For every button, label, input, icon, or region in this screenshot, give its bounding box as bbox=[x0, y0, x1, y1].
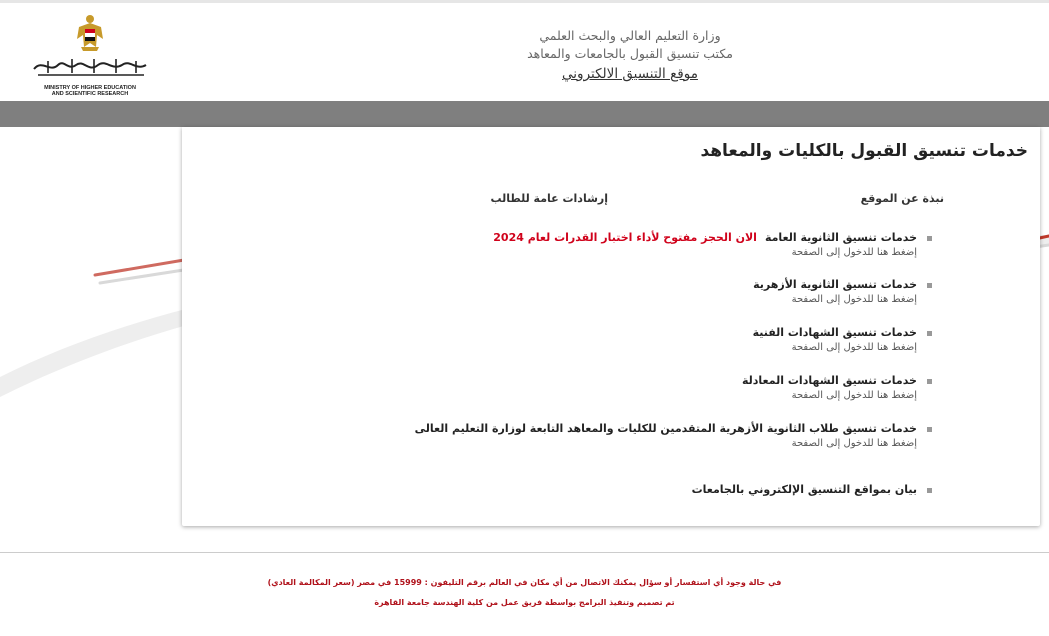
site-home-link[interactable]: موقع التنسيق الالكتروني bbox=[562, 66, 698, 82]
card-title: خدمات تنسيق القبول بالكليات والمعاهد bbox=[700, 141, 1028, 161]
site-header bbox=[0, 3, 1049, 101]
enter-page-link[interactable]: إضغط هنا للدخول إلى الصفحة bbox=[791, 438, 917, 449]
logo-caption-line2: AND SCIENTIFIC RESEARCH bbox=[51, 91, 129, 97]
bullet-icon bbox=[927, 331, 932, 336]
header-titles bbox=[480, 27, 780, 85]
enter-page-link[interactable]: إضغط هنا للدخول إلى الصفحة bbox=[791, 294, 917, 305]
azhar-secondary-link[interactable]: خدمات تنسيق الثانوية الأزهرية bbox=[753, 278, 917, 291]
footer-contact-text: في حالة وجود أي استفسار أو سؤال يمكنك الاتصال من أي مكان في العالم برقم التليفون : 15999 في مصر (سعر المكالمة العادي) bbox=[267, 578, 782, 587]
bullet-icon bbox=[927, 379, 932, 384]
tab-student-guidelines[interactable]: إرشادات عامة للطالب bbox=[490, 192, 608, 205]
ministry-name: وزارة التعليم العالي والبحث العلمي bbox=[539, 28, 721, 43]
general-secondary-link[interactable]: خدمات تنسيق الثانوية العامة bbox=[764, 231, 917, 244]
office-name: مكتب تنسيق القبول بالجامعات والمعاهد bbox=[527, 46, 733, 61]
site-footer bbox=[0, 573, 1049, 613]
enter-page-link[interactable]: إضغط هنا للدخول إلى الصفحة bbox=[791, 342, 917, 353]
eagle-emblem-icon bbox=[28, 11, 152, 83]
registration-announcement[interactable]: الان الحجز مفتوح لأداء اختبار القدرات لعام 2024 bbox=[493, 231, 757, 244]
equivalent-certificates-link[interactable]: خدمات تنسيق الشهادات المعادلة bbox=[741, 374, 917, 387]
bullet-icon bbox=[927, 488, 932, 493]
nav-bar bbox=[0, 101, 1049, 127]
enter-page-link[interactable]: إضغط هنا للدخول إلى الصفحة bbox=[791, 390, 917, 401]
services-card bbox=[182, 127, 1040, 526]
list-item-general-secondary bbox=[332, 231, 932, 258]
university-sites-link[interactable]: بيان بمواقع التنسيق الإلكتروني بالجامعات bbox=[691, 483, 917, 496]
tab-about-site[interactable]: نبذة عن الموقع bbox=[860, 192, 944, 205]
enter-page-link[interactable]: إضغط هنا للدخول إلى الصفحة bbox=[791, 247, 917, 258]
list-item-azhar-applicants bbox=[332, 422, 932, 449]
bullet-icon bbox=[927, 427, 932, 432]
list-item-equivalent-certificates bbox=[332, 374, 932, 401]
list-item-azhar-secondary bbox=[332, 278, 932, 305]
logo-caption-line1: MINISTRY OF HIGHER EDUCATION bbox=[44, 85, 136, 91]
logo-caption bbox=[28, 85, 152, 97]
list-item-technical-certificates bbox=[332, 326, 932, 353]
technical-certificates-link[interactable]: خدمات تنسيق الشهادات الفنية bbox=[752, 326, 917, 339]
footer-credits-text: تم تصميم وتنفيذ البرامج بواسطة فريق عمل من كلية الهندسة جامعة القاهرة bbox=[374, 598, 675, 607]
list-item-university-sites bbox=[332, 483, 932, 496]
bullet-icon bbox=[927, 236, 932, 241]
azhar-applicants-link[interactable]: خدمات تنسيق طلاب الثانوية الأزهرية المتقدمين للكليات والمعاهد التابعة لوزارة التعليم العالى bbox=[414, 422, 917, 435]
footer-divider bbox=[0, 552, 1049, 553]
bullet-icon bbox=[927, 283, 932, 288]
ministry-logo[interactable] bbox=[28, 11, 152, 101]
